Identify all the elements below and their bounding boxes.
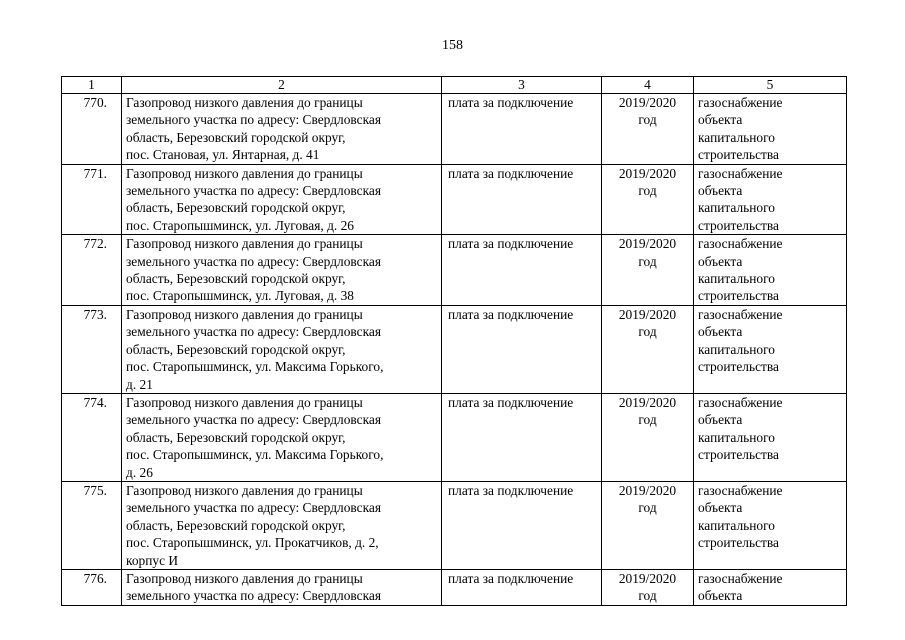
description-line: Газопровод низкого давления до границы	[126, 482, 363, 498]
description-line: корпус И	[126, 552, 179, 568]
purpose	[694, 481, 847, 569]
period-line: год	[638, 588, 657, 604]
purpose-line: строительства	[698, 359, 779, 375]
description-line: Газопровод низкого давления до границы	[126, 165, 363, 181]
description-line: земельного участка по адресу: Свердловская	[126, 324, 381, 340]
description-line: пос. Старопышминск, ул. Максима Горького,	[126, 447, 384, 463]
table-row	[62, 569, 847, 605]
purpose-line: объекта	[698, 253, 743, 269]
purpose	[694, 305, 847, 393]
description-line: Газопровод низкого давления до границы	[126, 95, 363, 110]
description-line: область, Березовский городской округ,	[126, 200, 346, 216]
purpose-line: объекта	[698, 112, 743, 128]
object-description	[122, 305, 442, 393]
description-line: пос. Становая, ул. Янтарная, д. 41	[126, 147, 320, 163]
period-line: год	[638, 500, 657, 516]
period	[602, 393, 694, 481]
purpose	[694, 569, 847, 605]
table-row	[62, 305, 847, 393]
description-line: земельного участка по адресу: Свердловская	[126, 500, 381, 516]
description-line: область, Березовский городской округ,	[126, 429, 346, 445]
description-line: д. 21	[126, 376, 153, 392]
purpose-line: строительства	[698, 147, 779, 163]
description-line: Газопровод низкого давления до границы	[126, 236, 363, 252]
purpose-line: газоснабжение	[698, 482, 783, 498]
column-header: 4	[602, 77, 694, 94]
row-number: 773.	[62, 305, 122, 393]
object-description	[122, 94, 442, 165]
period-line: 2019/2020	[618, 394, 677, 410]
period-line: 2019/2020	[618, 306, 677, 322]
fee-type: плата за подключение	[442, 94, 602, 165]
fee-type: плата за подключение	[442, 569, 602, 605]
purpose-line: объекта	[698, 412, 743, 428]
purpose-line: капитального	[698, 341, 775, 357]
period	[602, 569, 694, 605]
description-line: область, Березовский городской округ,	[126, 341, 346, 357]
purpose	[694, 94, 847, 165]
purpose-line: строительства	[698, 535, 779, 551]
table-row	[62, 164, 847, 235]
object-description	[122, 164, 442, 235]
period	[602, 164, 694, 235]
period	[602, 94, 694, 165]
table-row	[62, 393, 847, 481]
period-line: год	[638, 253, 657, 269]
column-header: 3	[442, 77, 602, 94]
period-line: 2019/2020	[618, 482, 677, 498]
purpose-line: объекта	[698, 588, 743, 604]
table-row	[62, 94, 847, 165]
description-line: область, Березовский городской округ,	[126, 129, 346, 145]
row-number: 776.	[62, 569, 122, 605]
column-header: 5	[694, 77, 847, 94]
purpose-line: строительства	[698, 447, 779, 463]
purpose-line: капитального	[698, 429, 775, 445]
purpose-line: строительства	[698, 217, 779, 233]
table-row	[62, 481, 847, 569]
fee-type: плата за подключение	[442, 235, 602, 306]
row-number: 775.	[62, 481, 122, 569]
description-line: земельного участка по адресу: Свердловская	[126, 253, 381, 269]
table-header-row	[62, 77, 847, 94]
column-header: 1	[62, 77, 122, 94]
object-description	[122, 235, 442, 306]
fee-type: плата за подключение	[442, 393, 602, 481]
description-line: Газопровод низкого давления до границы	[126, 306, 363, 322]
object-description	[122, 481, 442, 569]
description-line: земельного участка по адресу: Свердловская	[126, 588, 381, 604]
description-line: земельного участка по адресу: Свердловская	[126, 412, 381, 428]
description-line: пос. Старопышминск, ул. Максима Горького,	[126, 359, 384, 375]
page-number: 158	[442, 38, 463, 53]
period-line: 2019/2020	[618, 236, 677, 252]
purpose	[694, 235, 847, 306]
description-line: пос. Старопышминск, ул. Прокатчиков, д. 2,	[126, 535, 379, 551]
fee-type: плата за подключение	[442, 481, 602, 569]
fee-type: плата за подключение	[442, 164, 602, 235]
period	[602, 481, 694, 569]
fee-type: плата за подключение	[442, 305, 602, 393]
object-description	[122, 393, 442, 481]
description-line: пос. Старопышминск, ул. Луговая, д. 38	[126, 288, 354, 304]
period-line: год	[638, 183, 657, 199]
description-line: Газопровод низкого давления до границы	[126, 570, 363, 586]
purpose-line: газоснабжение	[698, 394, 783, 410]
description-line: земельного участка по адресу: Свердловская	[126, 112, 381, 128]
period	[602, 305, 694, 393]
purpose-line: объекта	[698, 183, 743, 199]
period-line: год	[638, 324, 657, 340]
object-description	[122, 569, 442, 605]
column-header: 2	[122, 77, 442, 94]
purpose-line: строительства	[698, 288, 779, 304]
purpose-line: капитального	[698, 271, 775, 287]
purpose-line: газоснабжение	[698, 570, 783, 586]
purpose-line: капитального	[698, 129, 775, 145]
row-number: 771.	[62, 164, 122, 235]
period-line: 2019/2020	[618, 165, 677, 181]
row-number: 772.	[62, 235, 122, 306]
description-line: область, Березовский городской округ,	[126, 271, 346, 287]
row-number: 770.	[62, 94, 122, 165]
period-line: 2019/2020	[618, 570, 677, 586]
purpose	[694, 164, 847, 235]
table-row	[62, 235, 847, 306]
purpose-line: газоснабжение	[698, 306, 783, 322]
purpose-line: капитального	[698, 200, 775, 216]
description-line: Газопровод низкого давления до границы	[126, 394, 363, 410]
document-table	[61, 76, 847, 606]
period-line: 2019/2020	[618, 95, 677, 110]
period	[602, 235, 694, 306]
row-number: 774.	[62, 393, 122, 481]
description-line: область, Березовский городской округ,	[126, 517, 346, 533]
purpose-line: газоснабжение	[698, 236, 783, 252]
purpose-line: объекта	[698, 324, 743, 340]
purpose-line: капитального	[698, 517, 775, 533]
purpose	[694, 393, 847, 481]
description-line: д. 26	[126, 464, 153, 480]
purpose-line: объекта	[698, 500, 743, 516]
period-line: год	[638, 112, 657, 128]
period-line: год	[638, 412, 657, 428]
purpose-line: газоснабжение	[698, 165, 783, 181]
description-line: земельного участка по адресу: Свердловская	[126, 183, 381, 199]
description-line: пос. Старопышминск, ул. Луговая, д. 26	[126, 217, 354, 233]
purpose-line: газоснабжение	[698, 95, 783, 110]
